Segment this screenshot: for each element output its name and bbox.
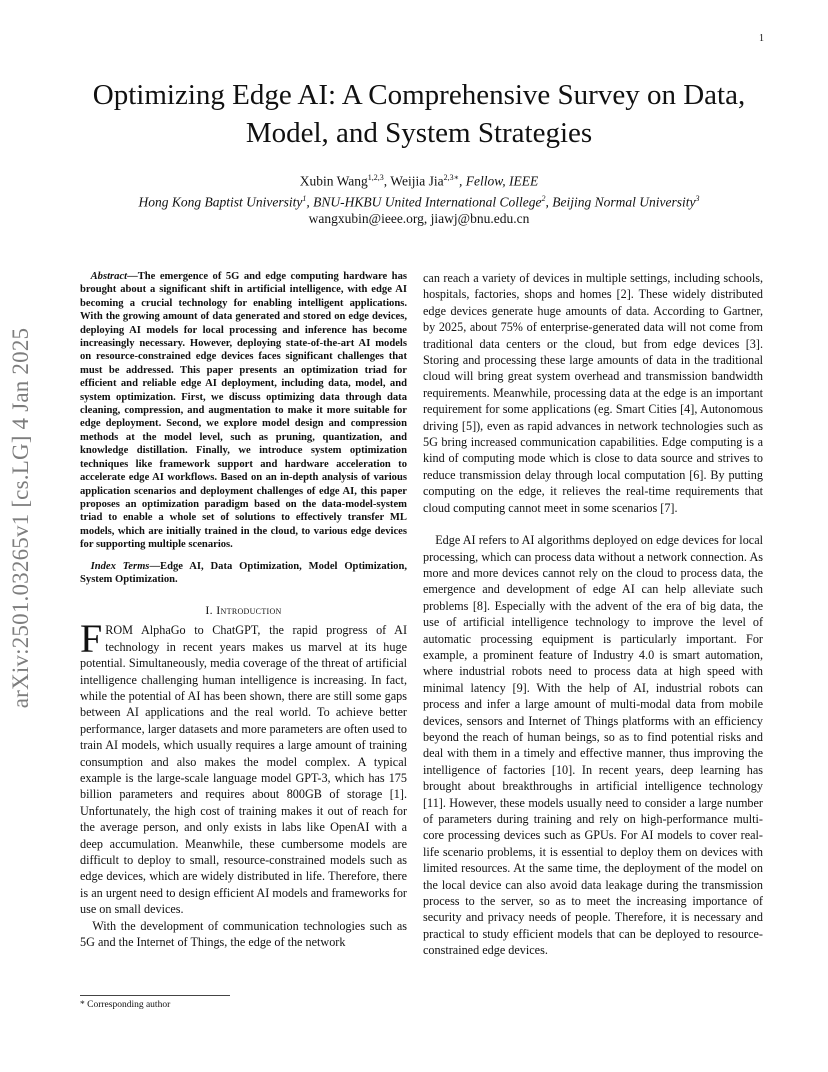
intro-paragraph-2-continued: can reach a variety of devices in multiple settings, including schools, hospitals, factories, shops and homes [2]. These widely distributed edge devices generate huge amounts of data. According to Gartner, by 2025, about 75% of enterprise-generated data will not come from traditional data centers or the cloud, but from edge devices [3]. Storing and processing these large amounts of data in the traditional cloud will bring great system overhead and transmission bandwidth requirements. Meanwhile, processing data at the edge is an important requirement for some applications (eg. Smart Cities [4], Autonomous driving [5]), even as rapid advances in network technologies such as 5G bring increased communication capabilities. Edge computing is a kind of computing mode which is close to data source and strives to reduce transmission delay through local computation [6]. By putting computing on the edge, it relieves the real-time requirements that cloud computing cannot meet in some scenarios [7]. — [423, 271, 763, 515]
arxiv-stamp-text: arXiv:2501.03265v1 [cs.LG] 4 Jan 2025 — [8, 327, 33, 709]
author-affiliation-mark: 2,3∗ — [443, 173, 460, 182]
index-terms — [80, 560, 407, 587]
page-number: 1 — [759, 33, 764, 44]
intro-paragraph-1 — [80, 616, 407, 917]
drop-cap: F — [80, 616, 103, 662]
left-column — [80, 270, 407, 950]
footnote-corresponding-author: * Corresponding author — [80, 1000, 171, 1010]
paragraph-text: AlphaGo to ChatGPT, the rapid progress of AI technology in recent years makes us marvel at its huge potential. Simultaneously, media coverage of the threat of artificial intelligence challenging human intelligence is increasing. In fact, while the potential of AI has been shown, there are still some gaps between AI applications and the real world. To achieve better performance, larger datasets and more parameters are often used to train AI models, which usually requires a large amount of training consumption and also makes the model complex. A typical example is the large-scale language model GPT-3, which has 175 billion parameters and requires about 800GB of storage [1]. Unfortunately, the high cost of training makes it out of reach for the average person, and only exists in labs like OpenAI with a deep accumulation. Meanwhile, these cumbersome models are difficult to deploy to small, resource-constrained models such as edge devices, which are widely distributed in life. Therefore, there is an urgent need to design efficient AI models and frameworks for use on small devices. — [80, 623, 407, 917]
arxiv-stamp — [6, 298, 36, 738]
index-terms-label: Index Terms — [90, 560, 150, 572]
affiliation-mark: 1 — [302, 193, 307, 203]
index-terms-text: Edge AI, Data Optimization, Model Optimization, System Optimization. — [80, 560, 407, 585]
footnote-rule — [80, 995, 230, 996]
lead-in-caps: ROM — [105, 623, 134, 638]
affiliation-mark: 3 — [695, 193, 700, 203]
abstract-label: Abstract — [90, 271, 128, 282]
author-name: Xubin Wang — [299, 173, 368, 189]
right-column — [423, 270, 763, 959]
paper-header — [60, 76, 778, 227]
author-title: , Fellow, IEEE — [459, 173, 539, 189]
abstract-dash: — — [127, 271, 138, 282]
abstract — [80, 270, 407, 552]
section-heading-introduction: I. Introduction — [205, 603, 282, 618]
affiliation-mark: 2 — [541, 193, 546, 203]
intro-paragraph-3: Edge AI refers to AI algorithms deployed on edge devices for local processing, which can process data without a network connection. As more and more devices cannot rely on the cloud to process data, the emergence and development of edge AI can help alleviate such problems [8]. Especially with the advent of the era of big data, the use of artificial intelligence technology to improve the level of automatic processing equipment is particularly important. For example, a prominent feature of Industry 4.0 is smart automation, where industrial robots need to process data at high speed with minimal latency [9]. With the help of AI, industrial robots can process and infer a large amount of multi-modal data from mobile devices, sensors and Internet of Things platforms with an efficiency beyond the reach of human beings, so as to find potential risks and deal with them in a timely and effective manner, thus improving the intelligence of factories [10]. In recent years, deep learning has brought about breakthroughs in artificial intelligence technology [11]. However, these models usually need to consider a large number of parameters during training and rely on high-performance multi-core processing devices such as GPUs. For AI models to cover real-life scenario problems, it is essential to deploy them on devices with limited resources. At the same time, the deployment of the model on the local device can also avoid data leakage during the transmission process to the server, so as to meet the increasing importance of security and privacy needs of people. Therefore, it is necessary and practical to study efficient models that can be deployed to resource-constrained edge devices. — [423, 533, 763, 958]
index-terms-dash: — — [149, 560, 161, 572]
affiliation: , Beijing Normal University — [545, 194, 696, 209]
paper-title: Optimizing Edge AI: A Comprehensive Survey on Data, Model, and System Strategies — [92, 79, 746, 149]
author-name: Weijia Jia — [390, 173, 444, 189]
abstract-text: The emergence of 5G and edge computing hardware has brought about a significant shift in artificial intelligence, with edge AI becoming a crucial technology for enabling intelligent applications. With the growing amount of data generated and stored on edge devices, deploying AI models for local processing and inference has become increasingly necessary. However, deploying state-of-the-art AI models on resource-constrained edge devices faces significant challenges that must be addressed. This paper presents an optimization triad for efficient and reliable edge AI deployment, including data, model, and system optimization. First, we discuss optimizing data through data cleaning, compression, and augmentation to make it more suitable for edge deployment. Second, we explore model design and compression methods at the model level, such as pruning, quantization, and knowledge distillation. Finally, we introduce system optimization techniques like framework support and hardware acceleration to accelerate edge AI workflows. Based on an in-depth analysis of various application scenarios and deployment challenges of edge AI, this paper proposes an optimization paradigm based on the data-model-system triad to enable a whole set of solutions to effectively transfer ML models, which are initially trained in the cloud, to various edge devices for supporting multiple scenarios. — [80, 271, 407, 551]
affiliation: Hong Kong Baptist University — [138, 194, 303, 209]
intro-paragraph-2-start: With the development of communication technologies such as 5G and the Internet of Things, the edge of the network — [80, 918, 407, 950]
author-separator: , — [383, 173, 391, 189]
author-affiliation-mark: 1,2,3 — [367, 173, 384, 182]
email-line: wangxubin@ieee.org, jiawj@bnu.edu.cn — [308, 211, 530, 226]
author-line — [60, 169, 778, 190]
affiliation: , BNU-HKBU United International College — [306, 194, 542, 209]
affiliation-line — [60, 190, 778, 211]
